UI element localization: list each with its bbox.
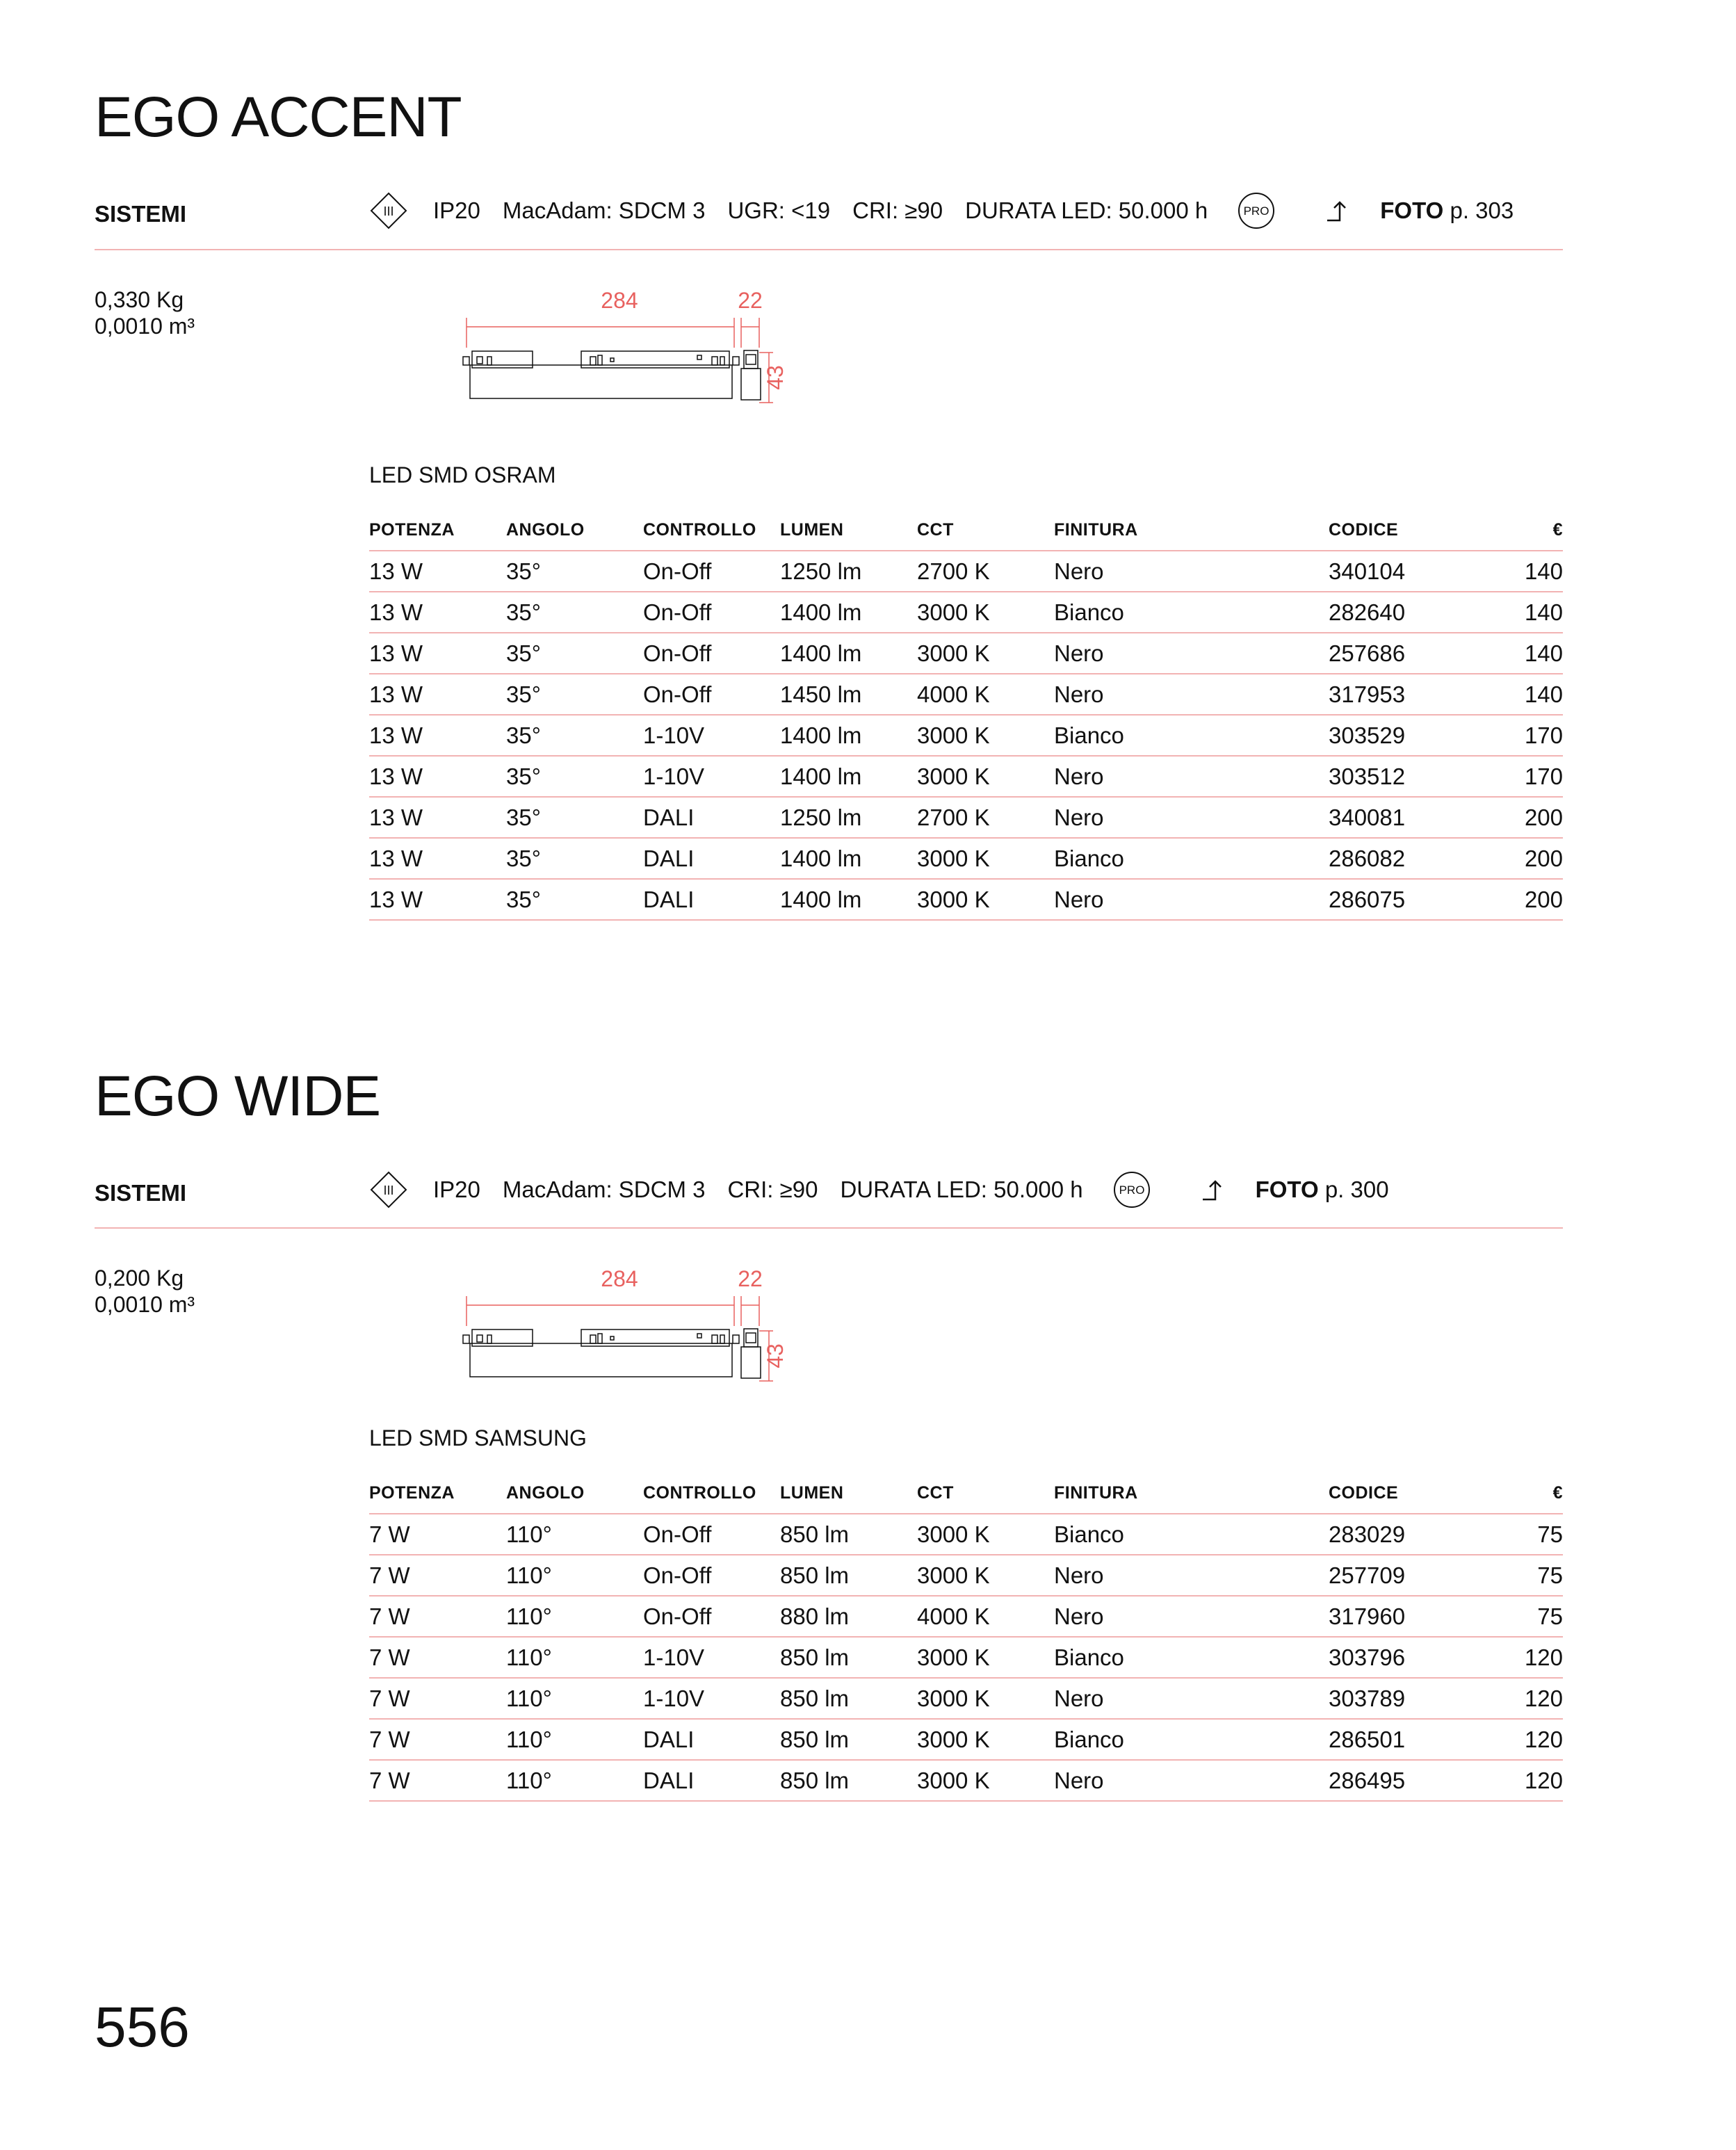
table-header: [369, 520, 1563, 551]
cell-cct: 2700 K: [917, 551, 1054, 592]
cell-finitura: Bianco: [1054, 1719, 1329, 1760]
cell-potenza: 7 W: [369, 1678, 506, 1719]
table-row: [369, 633, 1563, 674]
col-price: €: [1468, 1483, 1563, 1514]
table-row: [369, 756, 1563, 797]
spec-list: [369, 190, 1514, 232]
cell-angolo: 110°: [506, 1719, 643, 1760]
cell-price: 120: [1468, 1719, 1563, 1760]
cell-lumen: 850 lm: [780, 1637, 917, 1678]
table-row: [369, 1596, 1563, 1637]
cell-price: 140: [1468, 674, 1563, 715]
cell-finitura: Bianco: [1054, 1514, 1329, 1555]
table-row: [369, 1637, 1563, 1678]
cell-angolo: 35°: [506, 756, 643, 797]
cell-finitura: Nero: [1054, 1555, 1329, 1596]
cell-codice: 340081: [1329, 797, 1468, 838]
cell-potenza: 13 W: [369, 838, 506, 879]
cell-finitura: Bianco: [1054, 838, 1329, 879]
weight: 0,330 Kg: [95, 287, 184, 312]
cell-angolo: 110°: [506, 1678, 643, 1719]
cell-price: 200: [1468, 797, 1563, 838]
cell-controllo: DALI: [643, 1719, 780, 1760]
class-iii-icon: [369, 1170, 408, 1209]
cell-lumen: 850 lm: [780, 1719, 917, 1760]
cell-lumen: 850 lm: [780, 1760, 917, 1801]
pro-icon: [1237, 191, 1276, 230]
cell-controllo: 1-10V: [643, 715, 780, 756]
table-row: [369, 592, 1563, 633]
cell-codice: 286075: [1329, 879, 1468, 920]
class-iii-label: III: [383, 1183, 394, 1197]
cell-angolo: 35°: [506, 551, 643, 592]
cell-lumen: 1400 lm: [780, 592, 917, 633]
col-cct: CCT: [917, 520, 1054, 551]
cell-potenza: 13 W: [369, 756, 506, 797]
cell-cct: 3000 K: [917, 879, 1054, 920]
cell-codice: 303512: [1329, 756, 1468, 797]
cell-potenza: 13 W: [369, 797, 506, 838]
cell-price: 200: [1468, 838, 1563, 879]
cell-codice: 286495: [1329, 1760, 1468, 1801]
cell-controllo: DALI: [643, 1760, 780, 1801]
cell-cct: 3000 K: [917, 1514, 1054, 1555]
cell-price: 140: [1468, 633, 1563, 674]
cell-lumen: 1250 lm: [780, 551, 917, 592]
class-iii-label: III: [383, 204, 394, 218]
cell-finitura: Bianco: [1054, 592, 1329, 633]
cell-codice: 303789: [1329, 1678, 1468, 1719]
cell-potenza: 13 W: [369, 592, 506, 633]
product-title: EGO ACCENT: [95, 86, 462, 149]
cell-finitura: Nero: [1054, 1760, 1329, 1801]
cell-angolo: 35°: [506, 879, 643, 920]
table-body: [369, 1514, 1563, 1801]
cell-controllo: 1-10V: [643, 1637, 780, 1678]
spec-durata: DURATA LED: 50.000 h: [840, 1177, 1083, 1202]
cell-price: 140: [1468, 592, 1563, 633]
arrow-up-right-icon: [1200, 1176, 1228, 1204]
cell-price: 120: [1468, 1678, 1563, 1719]
cell-angolo: 35°: [506, 797, 643, 838]
table-row: [369, 1760, 1563, 1801]
cell-cct: 3000 K: [917, 1637, 1054, 1678]
cell-controllo: DALI: [643, 797, 780, 838]
cell-controllo: DALI: [643, 838, 780, 879]
spec-row: [95, 190, 1563, 232]
dim-width: 22: [738, 288, 763, 313]
cell-angolo: 110°: [506, 1596, 643, 1637]
technical-drawing: [366, 282, 852, 407]
cell-finitura: Nero: [1054, 551, 1329, 592]
cell-potenza: 13 W: [369, 715, 506, 756]
cell-lumen: 1400 lm: [780, 715, 917, 756]
cell-codice: 257709: [1329, 1555, 1468, 1596]
table-row: [369, 797, 1563, 838]
cell-cct: 4000 K: [917, 1596, 1054, 1637]
cell-angolo: 110°: [506, 1760, 643, 1801]
cell-controllo: On-Off: [643, 633, 780, 674]
col-finitura: FINITURA: [1054, 1483, 1329, 1514]
divider: [95, 249, 1563, 250]
col-lumen: LUMEN: [780, 520, 917, 551]
table-row: [369, 1514, 1563, 1555]
cell-angolo: 35°: [506, 674, 643, 715]
cell-controllo: On-Off: [643, 551, 780, 592]
col-controllo: CONTROLLO: [643, 520, 780, 551]
cell-lumen: 880 lm: [780, 1596, 917, 1637]
foto-link[interactable]: FOTO p. 303: [1380, 197, 1514, 223]
spec-cri: CRI: ≥90: [727, 1177, 818, 1202]
cell-potenza: 13 W: [369, 674, 506, 715]
dim-width: 22: [738, 1266, 763, 1291]
spec-list: [369, 1169, 1389, 1211]
col-cct: CCT: [917, 1483, 1054, 1514]
table-row: [369, 1719, 1563, 1760]
table-row: [369, 1555, 1563, 1596]
cell-angolo: 35°: [506, 838, 643, 879]
cell-codice: 282640: [1329, 592, 1468, 633]
svg-text:PRO: PRO: [1119, 1183, 1145, 1197]
dim-length: 284: [601, 1266, 638, 1291]
dim-height: 43: [763, 1343, 788, 1368]
cell-finitura: Nero: [1054, 756, 1329, 797]
cell-codice: 303796: [1329, 1637, 1468, 1678]
col-codice: CODICE: [1329, 1483, 1468, 1514]
cell-price: 75: [1468, 1514, 1563, 1555]
cell-finitura: Nero: [1054, 1596, 1329, 1637]
product-title: EGO WIDE: [95, 1065, 381, 1128]
cell-angolo: 35°: [506, 715, 643, 756]
cell-cct: 3000 K: [917, 592, 1054, 633]
dim-length: 284: [601, 288, 638, 313]
cell-cct: 3000 K: [917, 1760, 1054, 1801]
spec-ugr: UGR: <19: [727, 197, 831, 223]
table-row: [369, 879, 1563, 920]
product-table: [369, 520, 1563, 921]
divider: [95, 1227, 1563, 1229]
col-finitura: FINITURA: [1054, 520, 1329, 551]
cell-finitura: Nero: [1054, 879, 1329, 920]
cell-potenza: 7 W: [369, 1514, 506, 1555]
spec-ip: IP20: [433, 197, 480, 223]
cell-controllo: On-Off: [643, 674, 780, 715]
cell-lumen: 850 lm: [780, 1514, 917, 1555]
weight-volume: [95, 1265, 195, 1318]
product-table: [369, 1483, 1563, 1802]
svg-text:PRO: PRO: [1243, 204, 1269, 218]
cell-codice: 257686: [1329, 633, 1468, 674]
sistemi-label: SISTEMI: [95, 1180, 187, 1206]
cell-potenza: 13 W: [369, 879, 506, 920]
led-type: LED SMD OSRAM: [369, 462, 556, 487]
cell-finitura: Nero: [1054, 797, 1329, 838]
spec-macadam: MacAdam: SDCM 3: [502, 197, 706, 223]
cell-price: 75: [1468, 1596, 1563, 1637]
cell-cct: 2700 K: [917, 797, 1054, 838]
spec-macadam: MacAdam: SDCM 3: [502, 1177, 706, 1202]
technical-drawing: [366, 1260, 852, 1385]
table-row: [369, 551, 1563, 592]
cell-lumen: 1450 lm: [780, 674, 917, 715]
cell-controllo: On-Off: [643, 1514, 780, 1555]
cell-potenza: 13 W: [369, 633, 506, 674]
arrow-up-right-icon: [1324, 197, 1352, 225]
table-body: [369, 551, 1563, 920]
col-angolo: ANGOLO: [506, 520, 643, 551]
cell-finitura: Nero: [1054, 674, 1329, 715]
cell-angolo: 35°: [506, 633, 643, 674]
col-controllo: CONTROLLO: [643, 1483, 780, 1514]
cell-angolo: 110°: [506, 1514, 643, 1555]
cell-cct: 3000 K: [917, 1719, 1054, 1760]
col-price: €: [1468, 520, 1563, 551]
cell-controllo: 1-10V: [643, 756, 780, 797]
cell-potenza: 7 W: [369, 1637, 506, 1678]
cell-cct: 3000 K: [917, 838, 1054, 879]
cell-potenza: 7 W: [369, 1719, 506, 1760]
cell-controllo: DALI: [643, 879, 780, 920]
volume: 0,0010 m³: [95, 1292, 195, 1317]
class-iii-icon: [369, 191, 408, 230]
cell-codice: 286501: [1329, 1719, 1468, 1760]
cell-cct: 3000 K: [917, 715, 1054, 756]
cell-finitura: Bianco: [1054, 1637, 1329, 1678]
col-potenza: POTENZA: [369, 1483, 506, 1514]
cell-lumen: 1400 lm: [780, 879, 917, 920]
cell-finitura: Nero: [1054, 1678, 1329, 1719]
cell-lumen: 850 lm: [780, 1678, 917, 1719]
cell-lumen: 1400 lm: [780, 756, 917, 797]
cell-price: 170: [1468, 756, 1563, 797]
cell-price: 120: [1468, 1637, 1563, 1678]
col-codice: CODICE: [1329, 520, 1468, 551]
cell-lumen: 850 lm: [780, 1555, 917, 1596]
spec-cri: CRI: ≥90: [852, 197, 943, 223]
table-header: [369, 1483, 1563, 1514]
page-number: 556: [95, 1996, 190, 2059]
cell-potenza: 7 W: [369, 1555, 506, 1596]
spec-row: [95, 1169, 1563, 1211]
col-potenza: POTENZA: [369, 520, 506, 551]
table-row: [369, 1678, 1563, 1719]
cell-potenza: 7 W: [369, 1596, 506, 1637]
cell-controllo: 1-10V: [643, 1678, 780, 1719]
cell-lumen: 1250 lm: [780, 797, 917, 838]
foto-link[interactable]: FOTO p. 300: [1255, 1177, 1389, 1202]
table-row: [369, 715, 1563, 756]
cell-price: 170: [1468, 715, 1563, 756]
cell-codice: 303529: [1329, 715, 1468, 756]
cell-cct: 3000 K: [917, 1678, 1054, 1719]
cell-potenza: 13 W: [369, 551, 506, 592]
cell-price: 200: [1468, 879, 1563, 920]
cell-angolo: 110°: [506, 1637, 643, 1678]
table-row: [369, 838, 1563, 879]
cell-lumen: 1400 lm: [780, 838, 917, 879]
cell-finitura: Nero: [1054, 633, 1329, 674]
dim-height: 43: [763, 365, 788, 390]
cell-controllo: On-Off: [643, 1555, 780, 1596]
cell-angolo: 110°: [506, 1555, 643, 1596]
spec-ip: IP20: [433, 1177, 480, 1202]
cell-angolo: 35°: [506, 592, 643, 633]
cell-cct: 3000 K: [917, 756, 1054, 797]
pro-icon: [1112, 1170, 1151, 1209]
cell-cct: 3000 K: [917, 1555, 1054, 1596]
cell-codice: 317953: [1329, 674, 1468, 715]
weight: 0,200 Kg: [95, 1266, 184, 1291]
cell-finitura: Bianco: [1054, 715, 1329, 756]
col-angolo: ANGOLO: [506, 1483, 643, 1514]
cell-codice: 283029: [1329, 1514, 1468, 1555]
cell-codice: 286082: [1329, 838, 1468, 879]
table-row: [369, 674, 1563, 715]
cell-codice: 340104: [1329, 551, 1468, 592]
cell-price: 75: [1468, 1555, 1563, 1596]
cell-controllo: On-Off: [643, 592, 780, 633]
weight-volume: [95, 286, 195, 339]
led-type: LED SMD SAMSUNG: [369, 1425, 587, 1450]
col-lumen: LUMEN: [780, 1483, 917, 1514]
cell-cct: 4000 K: [917, 674, 1054, 715]
cell-codice: 317960: [1329, 1596, 1468, 1637]
sistemi-label: SISTEMI: [95, 201, 187, 227]
cell-controllo: On-Off: [643, 1596, 780, 1637]
spec-durata: DURATA LED: 50.000 h: [965, 197, 1208, 223]
cell-potenza: 7 W: [369, 1760, 506, 1801]
cell-price: 120: [1468, 1760, 1563, 1801]
cell-price: 140: [1468, 551, 1563, 592]
cell-lumen: 1400 lm: [780, 633, 917, 674]
cell-cct: 3000 K: [917, 633, 1054, 674]
volume: 0,0010 m³: [95, 314, 195, 339]
